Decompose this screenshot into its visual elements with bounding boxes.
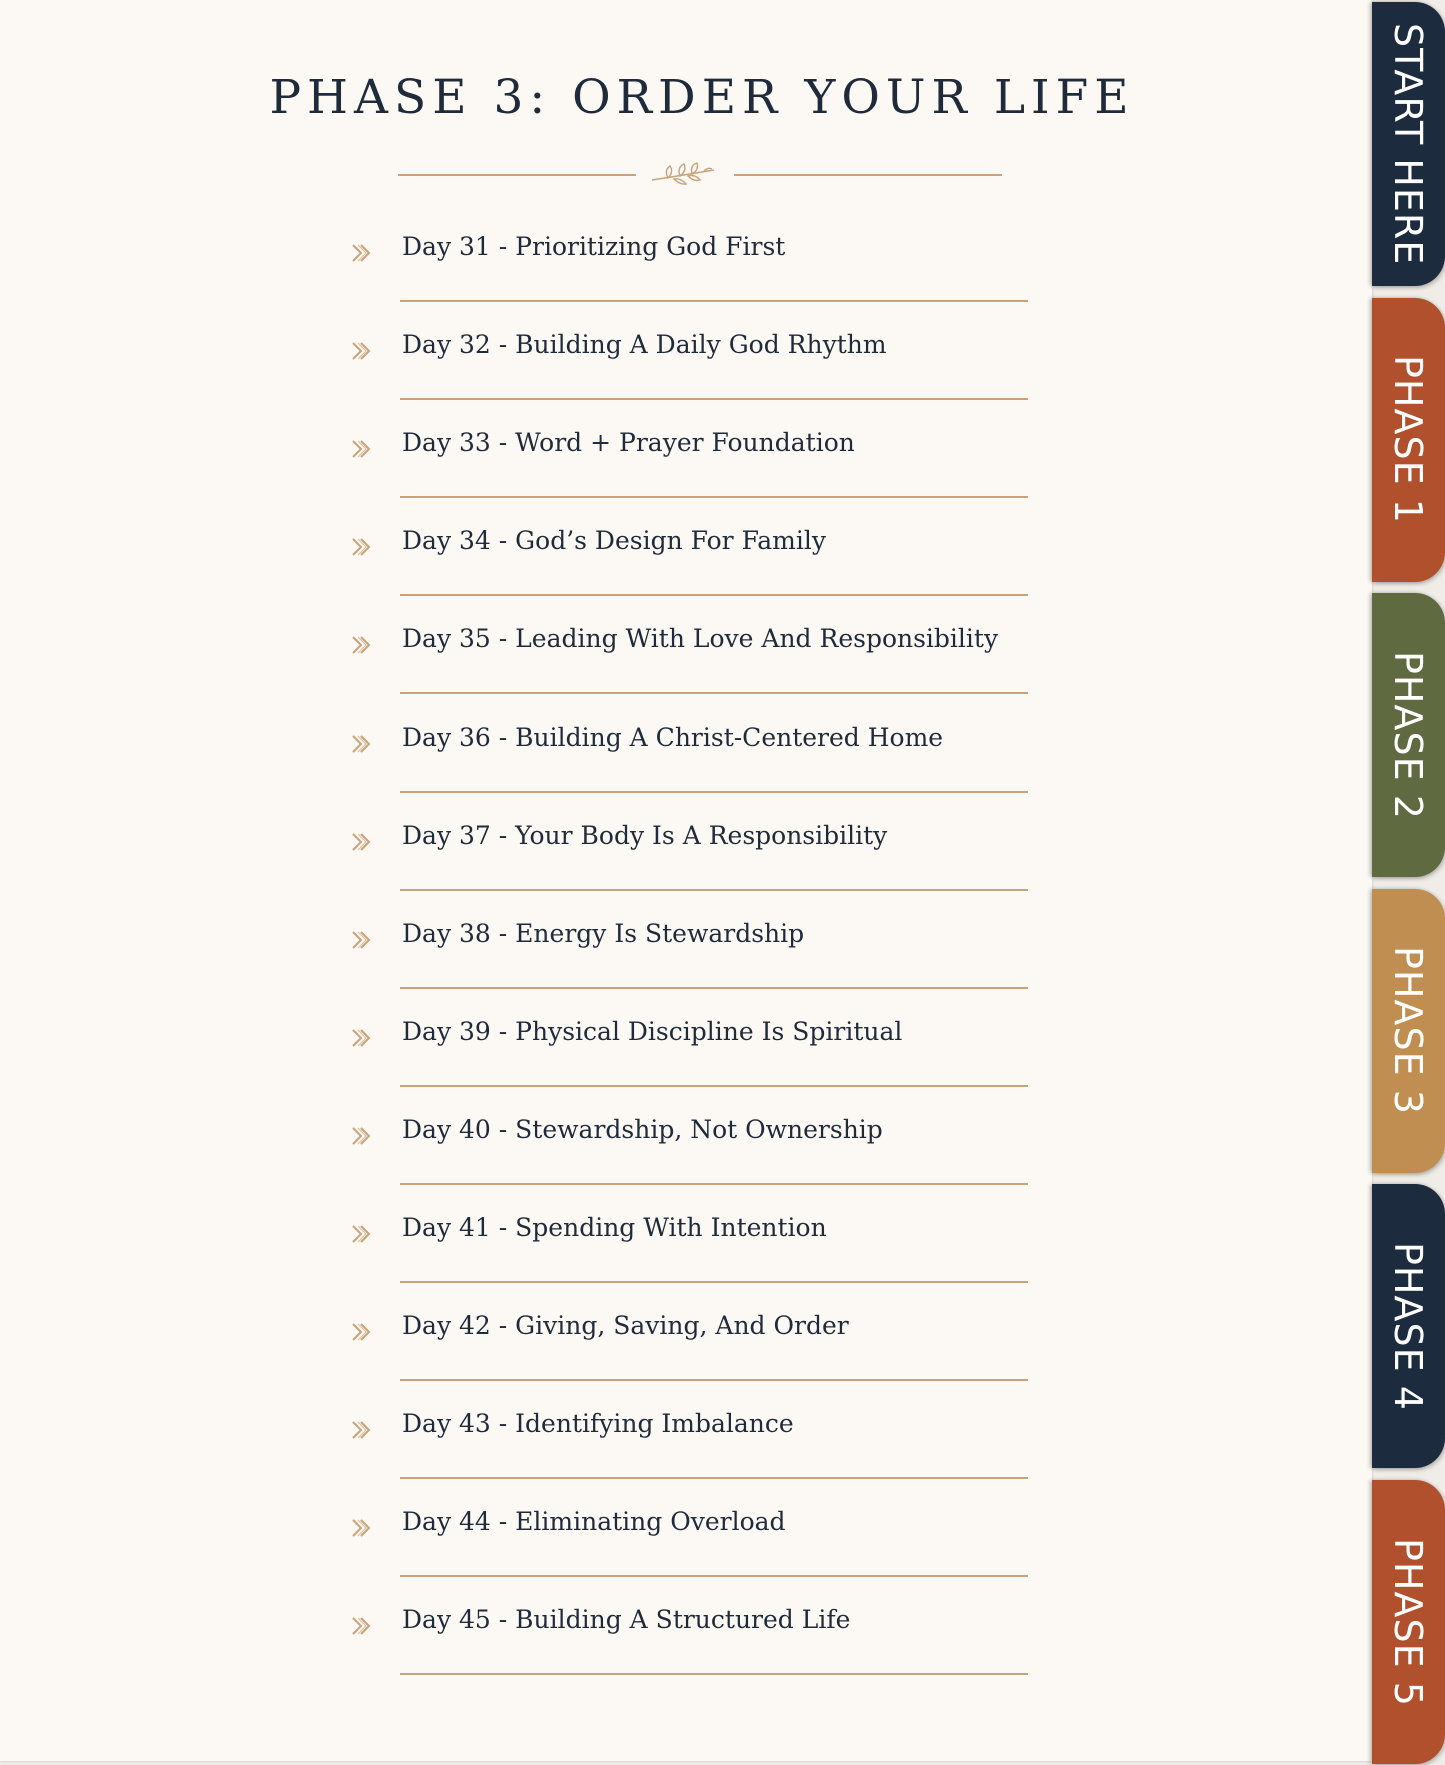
toc-item-label: Day 39 - Physical Discipline Is Spiritual (402, 1016, 903, 1046)
double-chevron-right-icon (350, 536, 376, 558)
toc-item-rule (400, 692, 1028, 694)
double-chevron-right-icon (350, 1125, 376, 1147)
tab-phase-1[interactable] (1372, 298, 1445, 582)
toc-item-rule (400, 1477, 1028, 1479)
tab-label: START HERE (1386, 22, 1430, 266)
toc-item-label: Day 38 - Energy Is Stewardship (402, 918, 805, 948)
double-chevron-right-icon (350, 1321, 376, 1343)
toc-item-rule (400, 1379, 1028, 1381)
toc-item-rule (400, 496, 1028, 498)
toc-item[interactable] (350, 1389, 1030, 1479)
toc-item-label: Day 45 - Building A Structured Life (402, 1605, 851, 1635)
tab-phase-4[interactable] (1372, 1184, 1445, 1468)
tab-start-here[interactable] (1372, 2, 1445, 286)
tab-phase-2[interactable] (1372, 593, 1445, 877)
double-chevron-right-icon (350, 438, 376, 460)
toc-item-rule (400, 889, 1028, 891)
toc-item-label: Day 32 - Building A Daily God Rhythm (402, 330, 887, 360)
tab-label: PHASE 3 (1386, 946, 1430, 1116)
toc-item-label: Day 41 - Spending With Intention (402, 1213, 827, 1242)
toc-item-label: Day 43 - Identifying Imbalance (402, 1409, 794, 1439)
double-chevron-right-icon (350, 634, 376, 656)
toc-item-label: Day 44 - Eliminating Overload (402, 1507, 786, 1537)
toc-item-rule (400, 791, 1028, 793)
toc-item[interactable] (350, 408, 1030, 498)
toc-item[interactable] (350, 1585, 1030, 1675)
double-chevron-right-icon (350, 1027, 376, 1049)
double-chevron-right-icon (350, 340, 376, 362)
double-chevron-right-icon (350, 1615, 376, 1637)
toc-item[interactable] (350, 1487, 1030, 1577)
toc-item[interactable] (350, 899, 1030, 989)
page-title: PHASE 3: ORDER YOUR LIFE (269, 70, 1135, 125)
toc-item[interactable] (350, 604, 1030, 694)
toc-item[interactable] (350, 310, 1030, 400)
toc-item[interactable] (350, 801, 1030, 891)
toc-item[interactable] (350, 997, 1030, 1087)
double-chevron-right-icon (350, 1517, 376, 1539)
toc-item-label: Day 37 - Your Body Is A Responsibility (402, 820, 888, 850)
tab-label: PHASE 5 (1386, 1537, 1430, 1707)
double-chevron-right-icon (350, 242, 376, 264)
toc-item-rule (400, 1575, 1028, 1577)
toc-item[interactable] (350, 212, 1030, 302)
toc-item[interactable] (350, 1291, 1030, 1381)
toc-item-label: Day 35 - Leading With Love And Responsibility (402, 624, 999, 654)
toc-item-label: Day 34 - God’s Design For Family (402, 526, 826, 556)
toc-item-rule (400, 1085, 1028, 1087)
double-chevron-right-icon (350, 831, 376, 853)
toc-item-label: Day 33 - Word + Prayer Foundation (402, 428, 855, 458)
toc-item[interactable] (350, 506, 1030, 596)
toc-item-rule (400, 300, 1028, 302)
double-chevron-right-icon (350, 929, 376, 951)
toc-item-rule (400, 398, 1028, 400)
tab-label: PHASE 1 (1386, 355, 1430, 525)
double-chevron-right-icon (350, 733, 376, 755)
toc-item-label: Day 40 - Stewardship, Not Ownership (402, 1114, 883, 1144)
tab-phase-5[interactable] (1372, 1480, 1445, 1764)
toc-item-label: Day 31 - Prioritizing God First (402, 232, 786, 261)
toc-item-label: Day 42 - Giving, Saving, And Order (402, 1311, 849, 1341)
tab-label: PHASE 2 (1386, 650, 1430, 820)
toc-item-label: Day 36 - Building A Christ-Centered Home (402, 722, 944, 752)
toc-item[interactable] (350, 1095, 1030, 1185)
tab-phase-3[interactable] (1372, 889, 1445, 1173)
toc-item-rule (400, 987, 1028, 989)
toc-item-rule (400, 594, 1028, 596)
tab-label: PHASE 4 (1386, 1241, 1430, 1411)
double-chevron-right-icon (350, 1223, 376, 1245)
toc-item[interactable] (350, 703, 1030, 793)
double-chevron-right-icon (350, 1419, 376, 1441)
toc-item-rule (400, 1183, 1028, 1185)
toc-item[interactable] (350, 1193, 1030, 1283)
toc-item-rule (400, 1673, 1028, 1675)
toc-item-rule (400, 1281, 1028, 1283)
